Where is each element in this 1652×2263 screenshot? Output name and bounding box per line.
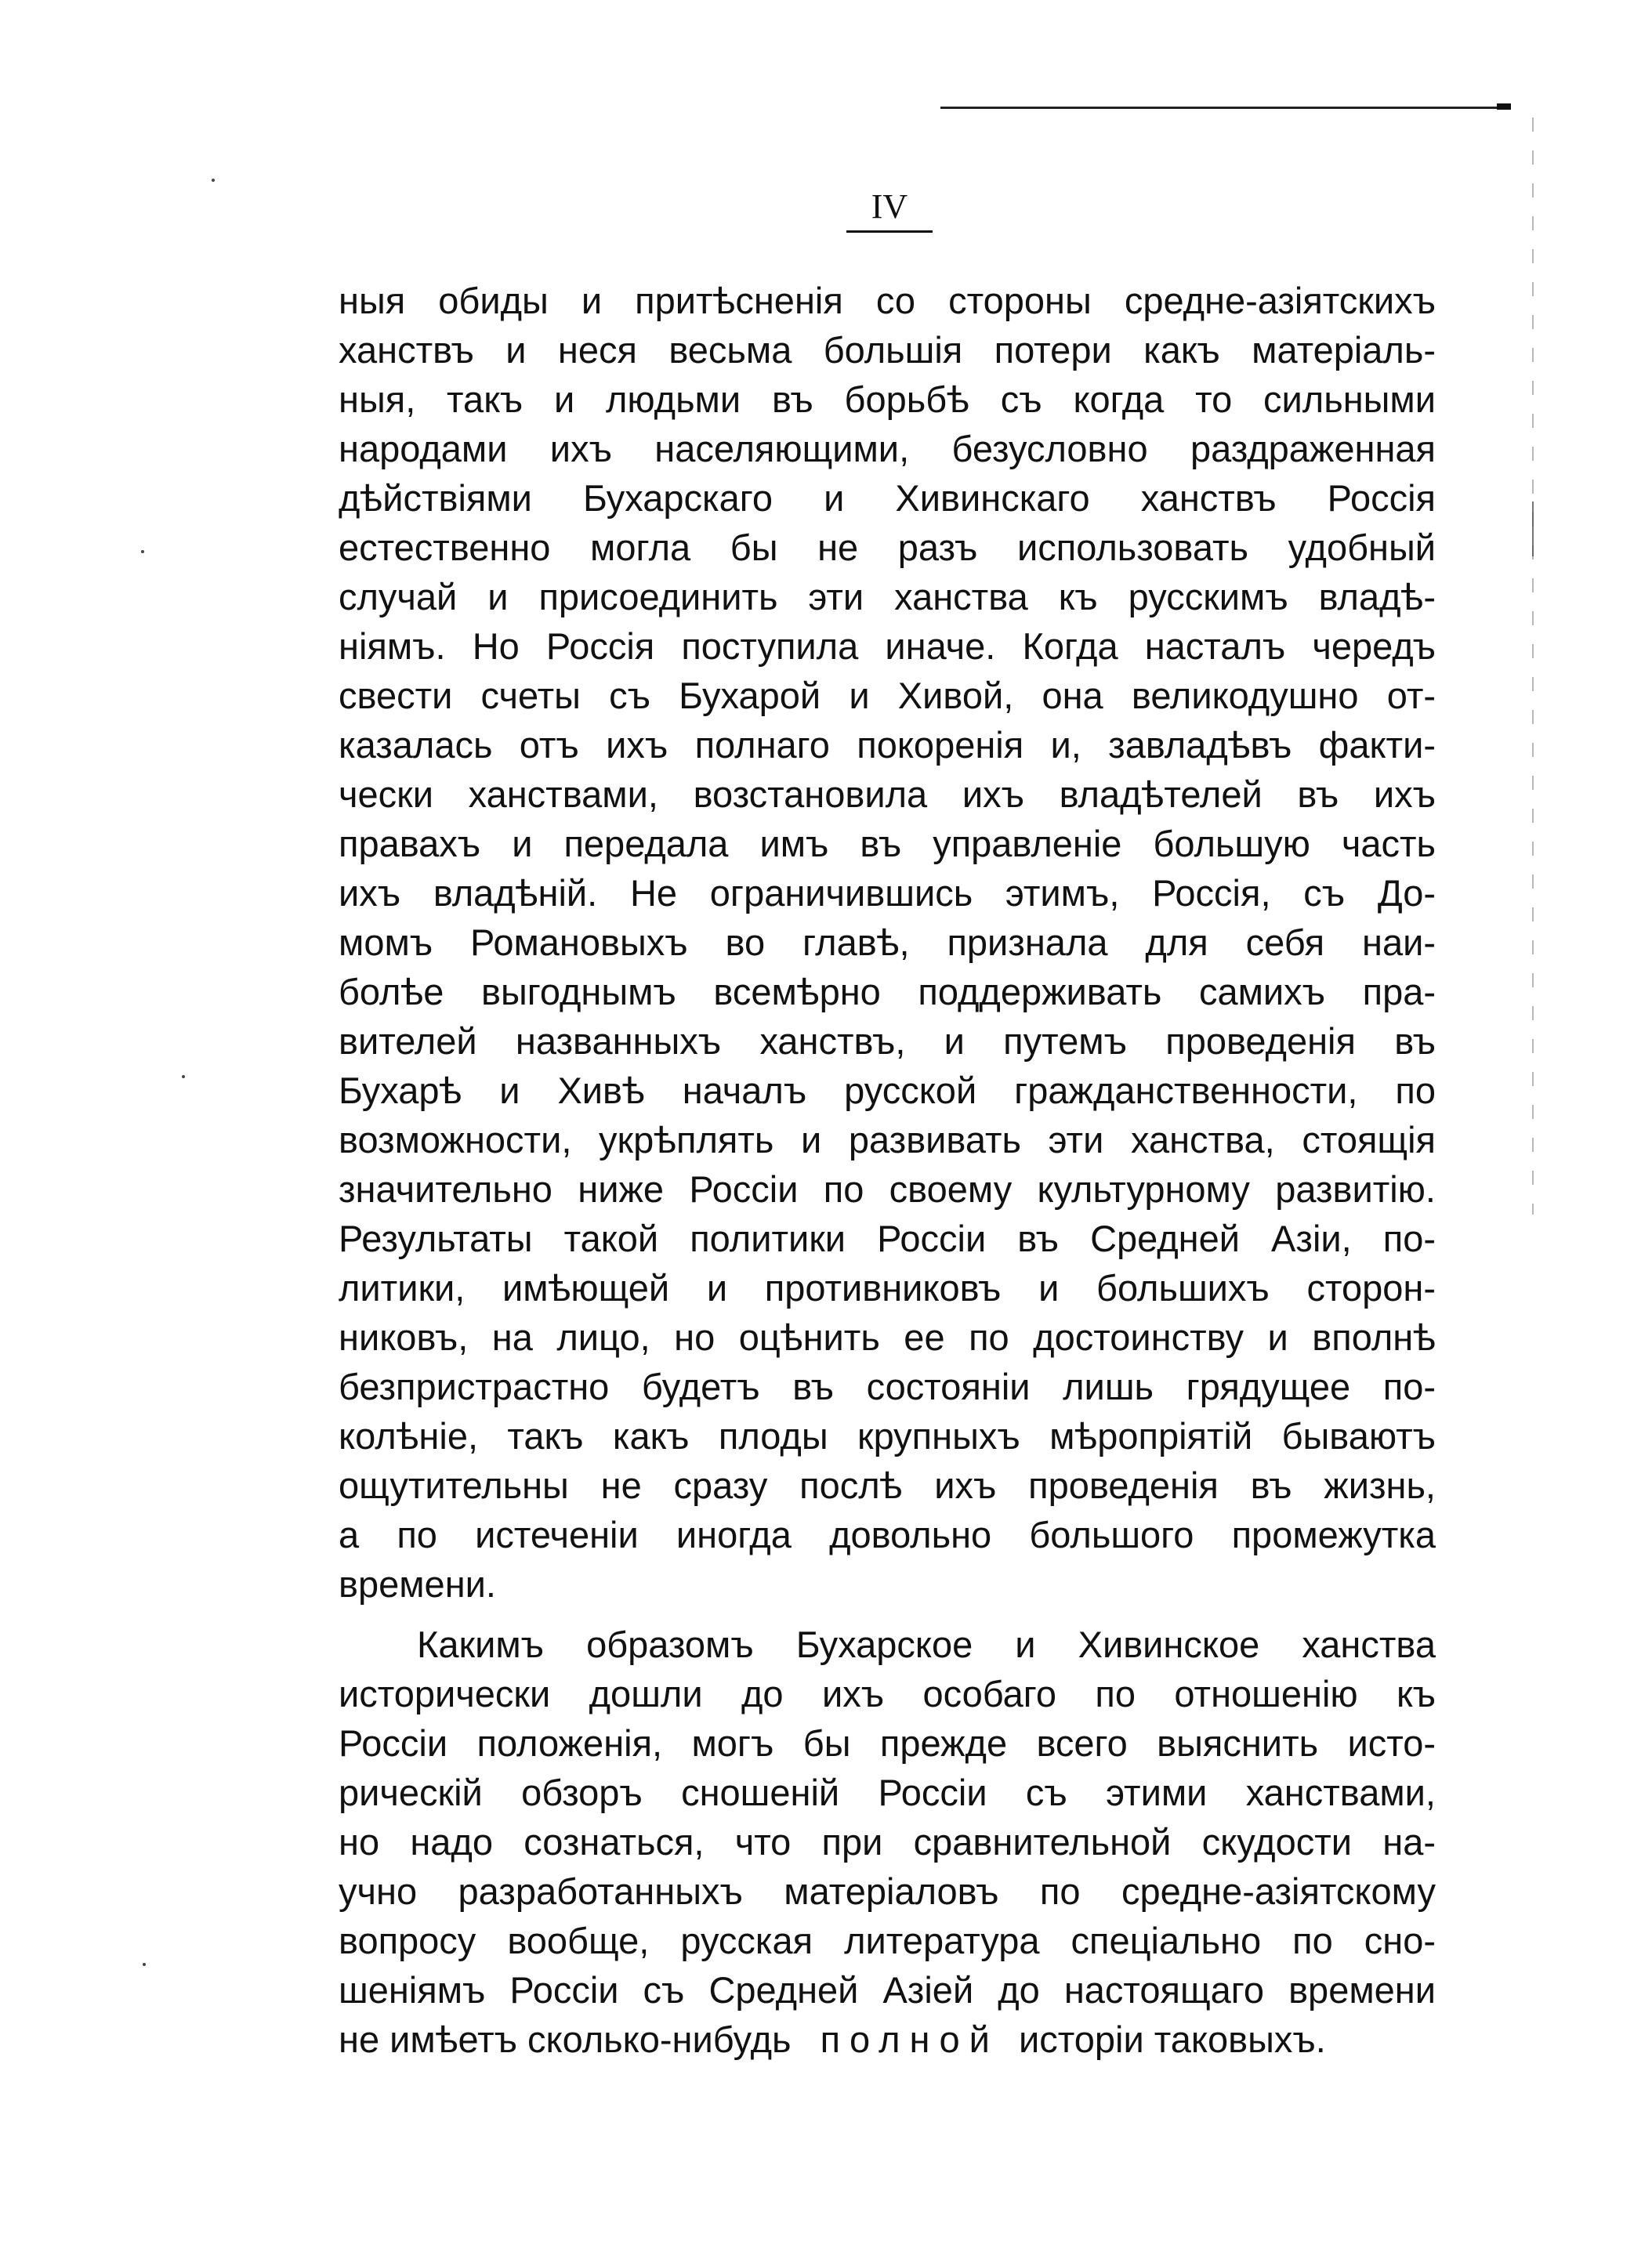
corner-mark: [1497, 103, 1511, 110]
page-edge-tick: [1532, 501, 1534, 556]
text-line: времени.: [339, 1563, 496, 1605]
text-line: возможности, укрѣплять и развивать эти ханства, стоящія: [339, 1119, 1436, 1160]
text-line: Бухарѣ и Хивѣ началъ русской гражданственности, по: [339, 1070, 1436, 1111]
text-line: а по истеченіи иногда довольно большого промежутка: [339, 1514, 1436, 1555]
text-line: естественно могла бы не разъ использовать удобный: [339, 527, 1436, 568]
text-line: правахъ и передала имъ въ управленіе большую часть: [339, 823, 1436, 864]
text-line: ихъ владѣній. Не ограничившись этимъ, Россія, съ До-: [339, 872, 1436, 914]
text-fragment: исторіи таковыхъ.: [1018, 2019, 1326, 2060]
text-line: Какимъ образомъ Бухарское и Хивинское ханства: [417, 1624, 1436, 1665]
text-line: ханствъ и неся весьма большія потери какъ матеріаль-: [339, 329, 1436, 371]
text-line: никовъ, на лицо, но оцѣнить ее по достоинству и вполнѣ: [339, 1316, 1436, 1358]
text-line: значительно ниже Россіи по своему культурному развитію.: [339, 1168, 1436, 1210]
paragraph-2: [339, 1620, 1436, 2015]
text-line: дѣйствіями Бухарскаго и Хивинскаго ханствъ Россія: [339, 477, 1436, 519]
page-body: [339, 276, 1436, 2064]
text-line: но надо сознаться, что при сравнительной скудости на-: [339, 1821, 1436, 1863]
text-line: ніямъ. Но Россія поступила иначе. Когда насталъ чередъ: [339, 625, 1436, 667]
text-line: ныя, такъ и людьми въ борьбѣ съ когда то сильными: [339, 378, 1436, 420]
text-line: Результаты такой политики Россіи въ Средней Азіи, по-: [339, 1218, 1436, 1259]
text-line: ощутительны не сразу послѣ ихъ проведенія въ жизнь,: [339, 1465, 1436, 1506]
text-line: литики, имѣющей и противниковъ и большихъ сторон-: [339, 1267, 1436, 1309]
paragraph-1: [339, 276, 1436, 1609]
text-line: вителей названныхъ ханствъ, и путемъ проведенія въ: [339, 1020, 1436, 1062]
text-line: учно разработанныхъ матеріаловъ по средне-азіятскому: [339, 1870, 1436, 1912]
text-line: чески ханствами, возстановила ихъ владѣтелей въ ихъ: [339, 773, 1436, 815]
text-line: свести счеты съ Бухарой и Хивой, она великодушно от-: [339, 675, 1436, 716]
text-line: момъ Романовыхъ во главѣ, признала для себя наи-: [339, 921, 1436, 963]
text-fragment: не имѣетъ сколько-нибудь: [339, 2019, 792, 2060]
speck: [182, 1075, 185, 1078]
speck: [141, 550, 144, 553]
text-line: Россіи положенія, могъ бы прежде всего выяснить исто-: [339, 1722, 1436, 1764]
text-line: колѣніе, такъ какъ плоды крупныхъ мѣропріятій бываютъ: [339, 1415, 1436, 1457]
text-line: шеніямъ Россіи съ Средней Азіей до настоящаго времени: [339, 1969, 1436, 2011]
emphasis-text: полной: [820, 2019, 999, 2060]
page-edge-line: [1532, 118, 1534, 1215]
text-line: безпристрастно будетъ въ состояніи лишь грядущее по-: [339, 1366, 1436, 1407]
header-rule: [940, 107, 1497, 109]
text-line: случай и присоединить эти ханства къ русскимъ владѣ-: [339, 576, 1436, 617]
speck: [143, 1963, 146, 1966]
text-line: народами ихъ населяющими, безусловно раздраженная: [339, 428, 1436, 469]
text-line: рическій обзоръ сношеній Россіи съ этими ханствами,: [339, 1772, 1436, 1813]
text-line: ныя обиды и притѣсненія со стороны средне-азіятскихъ: [339, 280, 1436, 321]
page-number: IV: [846, 186, 933, 233]
speck: [212, 179, 215, 182]
paragraph-gap: [339, 1609, 1436, 1620]
text-line: [339, 2015, 1436, 2064]
text-line: болѣе выгоднымъ всемѣрно поддерживать самихъ пра-: [339, 971, 1436, 1012]
text-line: вопросу вообще, русская литература спеціально по сно-: [339, 1920, 1436, 1961]
text-line: исторически дошли до ихъ особаго по отношенію къ: [339, 1673, 1436, 1714]
text-line: казалась отъ ихъ полнаго покоренія и, завладѣвъ факти-: [339, 724, 1436, 766]
